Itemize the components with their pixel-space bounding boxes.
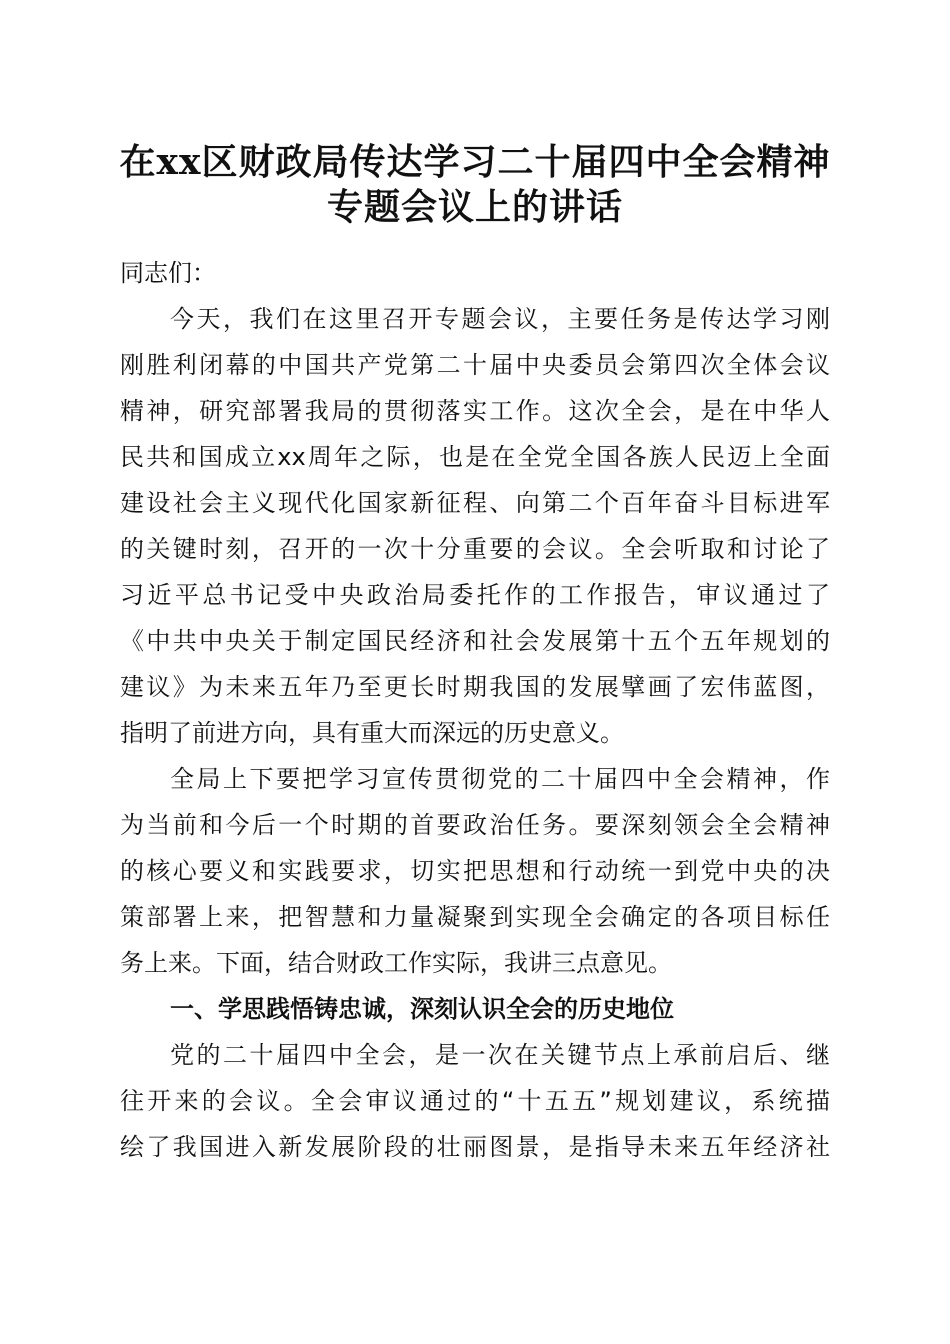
section-1-heading: 一、学思践悟铸忠诚，深刻认识全会的历史地位: [170, 995, 674, 1023]
paragraph-1-line: 《中共中央关于制定国民经济和社会发展第十五个五年规划的: [120, 627, 830, 655]
document-title-line-1: 在xx区财政局传达学习二十届四中全会精神: [119, 141, 831, 183]
paragraph-2-line: 策部署上来，把智慧和力量凝聚到实现全会确定的各项目标任: [120, 903, 830, 931]
paragraph-1-line: 精神，研究部署我局的贯彻落实工作。这次全会，是在中华人: [120, 397, 830, 425]
paragraph-1-line: 建议》为未来五年乃至更长时期我国的发展擘画了宏伟蓝图，: [120, 673, 830, 701]
paragraph-2-line: 务上来。下面，结合财政工作实际，我讲三点意见。: [120, 949, 672, 977]
paragraph-1-line: 指明了前进方向，具有重大而深远的历史意义。: [120, 719, 624, 747]
paragraph-2-line: 全局上下要把学习宣传贯彻党的二十届四中全会精神，作: [170, 765, 830, 793]
paragraph-1-line: 的关键时刻，召开的一次十分重要的会议。全会听取和讨论了: [120, 535, 830, 563]
paragraph-1-line: 建设社会主义现代化国家新征程、向第二个百年奋斗目标进军: [120, 489, 830, 517]
paragraph-1-line: 习近平总书记受中央政治局委托作的工作报告，审议通过了: [120, 581, 830, 609]
paragraph-1-line: 刚胜利闭幕的中国共产党第二十届中央委员会第四次全体会议: [120, 351, 830, 379]
paragraph-3-line: 往开来的会议。全会审议通过的“十五五”规划建议，系统描: [120, 1087, 830, 1115]
paragraph-1-line: 今天，我们在这里召开专题会议，主要任务是传达学习刚: [170, 305, 830, 333]
paragraph-2-line: 的核心要义和实践要求，切实把思想和行动统一到党中央的决: [120, 857, 830, 885]
salutation: 同志们：: [120, 259, 216, 287]
document-body: [120, 250, 830, 1170]
document-title-line-2: 专题会议上的讲话: [326, 186, 623, 228]
paragraph-1-line: 民共和国成立xx周年之际，也是在全党全国各族人民迈上全面: [120, 443, 830, 471]
paragraph-3-line: 党的二十届四中全会，是一次在关键节点上承前启后、继: [170, 1041, 830, 1069]
paragraph-3-line: 绘了我国进入新发展阶段的壮丽图景，是指导未来五年经济社: [120, 1133, 830, 1161]
paragraph-2-line: 为当前和今后一个时期的首要政治任务。要深刻领会全会精神: [120, 811, 830, 839]
